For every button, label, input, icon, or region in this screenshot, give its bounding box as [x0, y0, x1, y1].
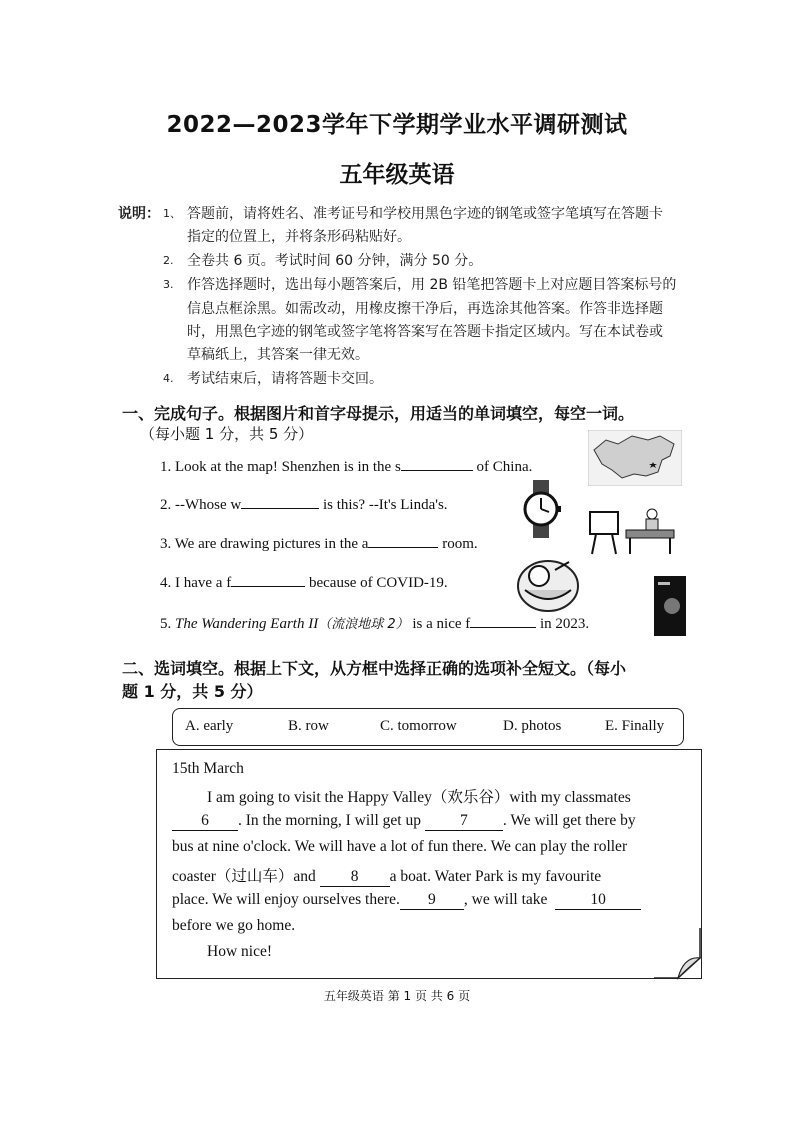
- question-3: [160, 533, 478, 553]
- option-d: D. photos: [503, 718, 562, 734]
- passage-text: coaster（过山车）and: [172, 868, 316, 885]
- answer-blank[interactable]: [368, 533, 438, 548]
- answer-blank[interactable]: [231, 572, 305, 587]
- movie-title: The Wandering Earth II: [175, 616, 319, 632]
- page-subtitle: 五年级英语: [339, 162, 455, 188]
- instruction-line: 全卷共 6 页。考试时间 60 分钟，满分 50 分。: [187, 253, 483, 269]
- blank-6[interactable]: 6: [172, 812, 238, 831]
- passage-text: . In the morning, I will get up: [238, 812, 421, 829]
- page-title: 2022—2023学年下学期学业水平调研测试: [166, 112, 628, 138]
- section2-score: 题 1 分，共 5 分）: [122, 682, 263, 701]
- passage-text: . We will get there by: [502, 812, 636, 829]
- option-e: E. Finally: [605, 718, 665, 734]
- instruction-line: 答题前，请将姓名、准考证号和学校用黑色字迹的钢笔或签字笔填写在答题卡: [187, 206, 663, 222]
- movie-poster-image: [654, 576, 686, 636]
- question-text: because of COVID-19.: [305, 575, 448, 591]
- question-text: of China.: [472, 459, 533, 475]
- china-map-image: [588, 430, 682, 486]
- passage-box: [156, 749, 702, 979]
- movie-title-cn: （流浪地球 2）: [318, 617, 409, 632]
- art-room-image: [586, 500, 682, 556]
- instruction-num: 3.: [163, 278, 174, 291]
- passage-text: a boat. Water Park is my favourite: [389, 868, 602, 885]
- instruction-line: 时，用黑色字迹的钢笔或签字笔将答案写在答题卡指定区域内。写在本试卷或: [187, 324, 663, 340]
- instruction-num: 4.: [163, 372, 174, 385]
- answer-blank[interactable]: [401, 456, 473, 471]
- passage-line: [172, 864, 601, 887]
- question-text: 1. Look at the map! Shenzhen is in the s: [160, 459, 401, 475]
- passage-line: before we go home.: [172, 917, 296, 934]
- page-curl-icon: [654, 928, 702, 980]
- option-b: B. row: [288, 718, 329, 734]
- blank-10[interactable]: 10: [555, 891, 641, 910]
- instruction-line: 考试结束后，请将答题卡交回。: [187, 371, 383, 387]
- question-text: in 2023.: [536, 616, 590, 632]
- question-4: [160, 572, 448, 592]
- passage-line: How nice!: [207, 943, 272, 960]
- instruction-line: 信息点框涂黑。如需改动，用橡皮擦干净后，再选涂其他答案。作答非选择题: [187, 301, 663, 317]
- instruction-line: 草稿纸上，其答案一律无效。: [187, 347, 369, 363]
- passage-date: 15th March: [172, 760, 244, 777]
- passage-line: I am going to visit the Happy Valley（欢乐谷）with my classmates: [207, 789, 631, 806]
- question-text: 2. --Whose w: [160, 497, 242, 513]
- passage-text: , we will take: [463, 891, 548, 908]
- question-number: 5.: [160, 616, 175, 632]
- blank-8[interactable]: 8: [320, 868, 390, 887]
- instruction-line: 指定的位置上，并将条形码粘贴好。: [187, 229, 411, 245]
- passage-text: place. We will enjoy ourselves there.: [172, 891, 400, 908]
- fever-image: [515, 556, 581, 614]
- instruction-num: 2.: [163, 254, 174, 267]
- passage-line: bus at nine o'clock. We will have a lot of fun there. We can play the roller: [172, 838, 628, 855]
- blank-7[interactable]: 7: [425, 812, 503, 831]
- instruction-line: 作答选择题时，选出每小题答案后，用 2B 铅笔把答题卡上对应题目答案标号的: [187, 277, 677, 293]
- section1-score: （每小题 1 分，共 5 分）: [140, 425, 314, 443]
- passage-line: [172, 812, 636, 831]
- passage-line: [172, 891, 641, 910]
- question-2: [160, 494, 448, 514]
- instruction-num: 1、: [163, 207, 181, 220]
- option-a: A. early: [185, 718, 234, 734]
- answer-blank[interactable]: [241, 494, 319, 509]
- options-box: [172, 708, 684, 746]
- question-text: is a nice f: [408, 616, 471, 632]
- blank-9[interactable]: 9: [400, 891, 464, 910]
- page-footer: 五年级英语 第 1 页 共 6 页: [323, 989, 471, 1003]
- question-text: room.: [438, 536, 478, 552]
- instructions-label: 说明：: [118, 206, 160, 222]
- section1-heading: 一、完成句子。根据图片和首字母提示，用适当的单词填空，每空一词。: [122, 404, 635, 423]
- watch-image: [519, 478, 563, 540]
- question-1: [160, 456, 532, 476]
- question-5: [160, 613, 589, 633]
- question-text: 4. I have a f: [160, 575, 232, 591]
- question-text: is this? --It's Linda's.: [319, 497, 448, 513]
- answer-blank[interactable]: [470, 613, 536, 628]
- question-text: 3. We are drawing pictures in the a: [160, 536, 369, 552]
- section2-heading: 二、选词填空。根据上下文，从方框中选择正确的选项补全短文。（每小: [122, 659, 627, 678]
- option-c: C. tomorrow: [380, 718, 457, 734]
